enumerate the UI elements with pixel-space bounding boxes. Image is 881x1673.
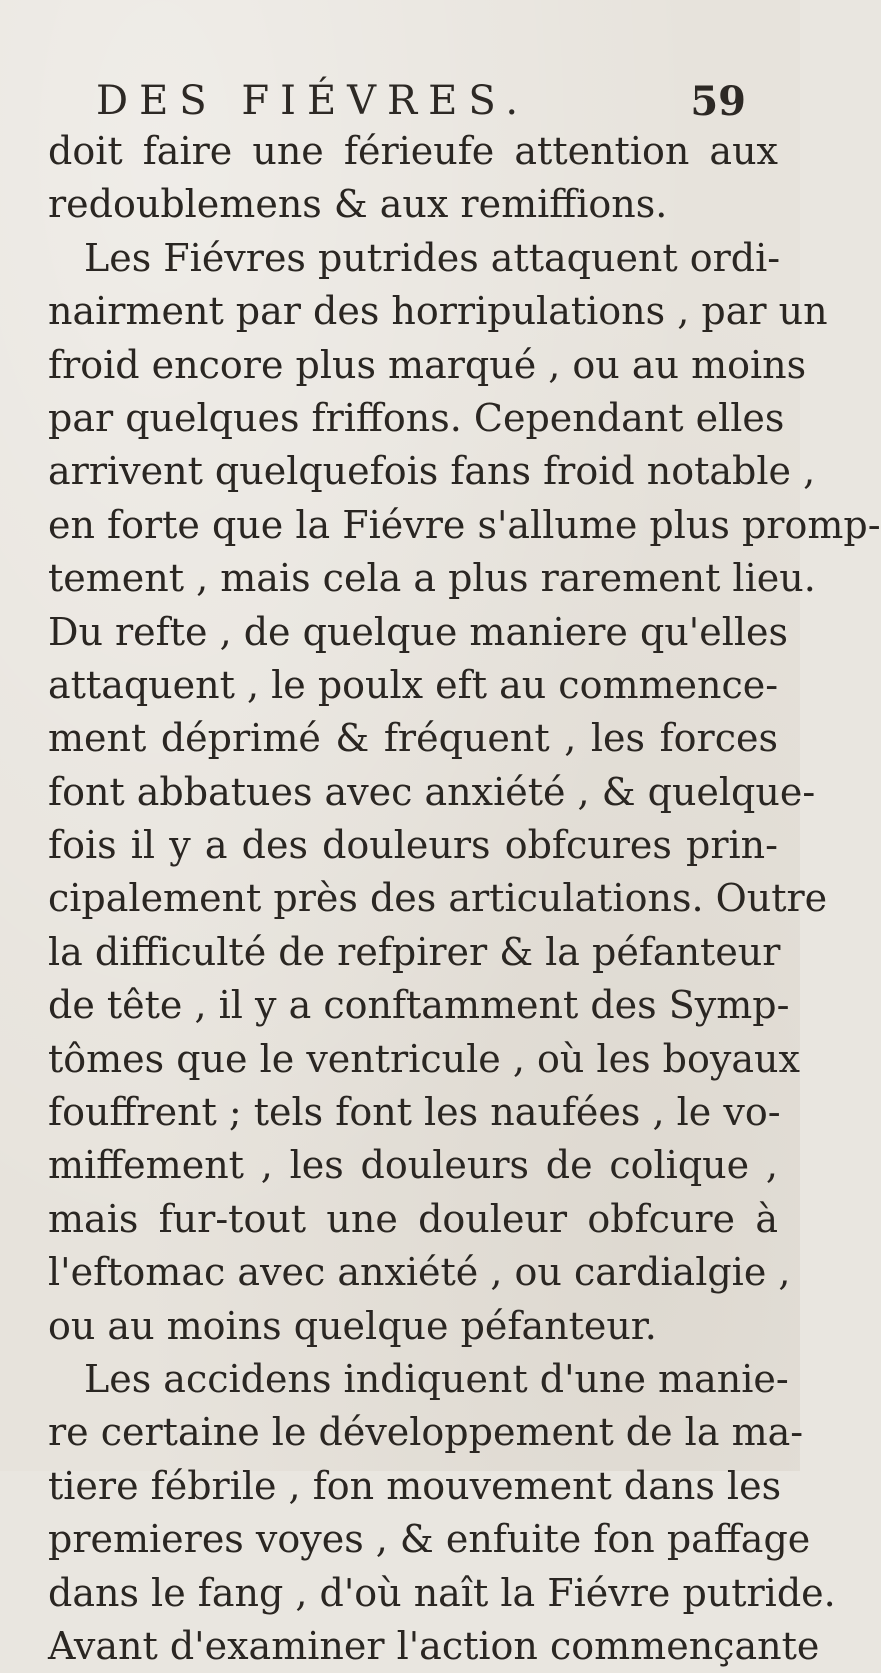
text-line: ou au moins quelque péfanteur. bbox=[48, 1303, 657, 1348]
text-line: font abbatues avec anxiété , & quelque- bbox=[48, 769, 816, 814]
text-line: dans le fang , d'où naît la Fiévre putride. bbox=[48, 1570, 836, 1615]
text-line: fois il y a des douleurs obfcures prin- bbox=[48, 823, 778, 868]
text-line: tômes que le ventricule , où les boyaux bbox=[48, 1036, 800, 1081]
text-line: Avant d'examiner l'action commençante bbox=[48, 1623, 820, 1668]
text-line: attaquent , le poulx eft au commence- bbox=[48, 662, 779, 707]
text-line: redoublemens & aux remiffions. bbox=[48, 182, 668, 227]
page-number: 59 bbox=[690, 78, 746, 125]
text-line: re certaine le développement de la ma- bbox=[48, 1410, 804, 1455]
text-line: la difficulté de refpirer & la péfanteur bbox=[48, 929, 781, 974]
text-line: froid encore plus marqué , ou au moins bbox=[48, 342, 807, 387]
text-line: miffement , les douleurs de colique , bbox=[48, 1143, 778, 1188]
text-line: par quelques friffons. Cependant elles bbox=[48, 395, 785, 440]
text-line: premieres voyes , & enfuite fon paffage bbox=[48, 1517, 811, 1562]
text-line: Du refte , de quelque maniere qu'elles bbox=[48, 609, 788, 654]
text-line: nairment par des horripulations , par un bbox=[48, 289, 828, 334]
text-line: arrivent quelquefois fans froid notable , bbox=[48, 449, 816, 494]
text-line: de tête , il y a conftamment des Symp- bbox=[48, 983, 790, 1028]
text-line: fouffrent ; tels font les naufées , le vo- bbox=[48, 1090, 781, 1135]
text-line: l'eftomac avec anxiété , ou cardialgie , bbox=[48, 1250, 791, 1295]
running-title: DES FIÉVRES. bbox=[96, 78, 530, 124]
body-text bbox=[48, 125, 881, 1673]
text-line: en forte que la Fiévre s'allume plus promp- bbox=[48, 502, 881, 547]
text-line: Les accidens indiquent d'une manie- bbox=[84, 1356, 789, 1401]
text-line: mais fur-tout une douleur obfcure à bbox=[48, 1196, 778, 1241]
page-header bbox=[96, 78, 746, 128]
text-line: ment déprimé & fréquent , les forces bbox=[48, 716, 778, 761]
text-line: tiere fébrile , fon mouvement dans les bbox=[48, 1463, 782, 1508]
text-line: cipalement près des articulations. Outre bbox=[48, 876, 828, 921]
text-line: Les Fiévres putrides attaquent ordi- bbox=[84, 235, 781, 280]
text-line: tement , mais cela a plus rarement lieu. bbox=[48, 556, 816, 601]
text-line: doit faire une férieufe attention aux bbox=[48, 129, 778, 173]
